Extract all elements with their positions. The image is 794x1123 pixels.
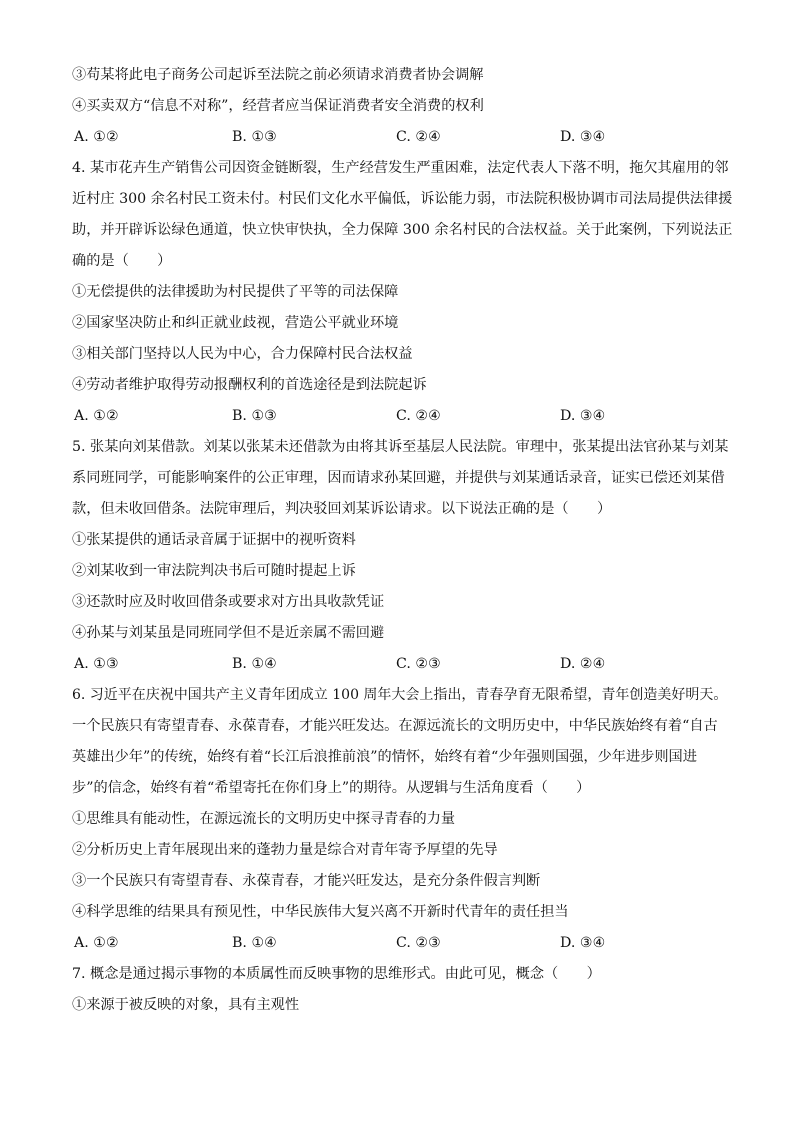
q4-choice-c: C. ②④ <box>396 408 441 424</box>
q4-stem-line-2: 近村庄 300 余名村民工资未付。村民们文化水平偏低，诉讼能力弱，市法院积极协调市司法局提供法律援 <box>72 191 733 207</box>
q4-option-4: ④劳动者维护取得劳动报酬权利的首选途径是到法院起诉 <box>72 377 427 393</box>
q6-stem-line-1: 6. 习近平在庆祝中国共产主义青年团成立 100 周年大会上指出，青春孕育无限希望，青年创造美好明天。 <box>72 687 728 703</box>
q5-choice-a: A. ①③ <box>74 656 119 672</box>
q4-stem-line-1: 4. 某市花卉生产销售公司因资金链断裂，生产经营发生严重困难，法定代表人下落不明，拖欠其雇用的邻 <box>72 160 729 176</box>
q5-stem-line-3: 款，但未收回借条。法院审理后，判决驳回刘某诉讼请求。以下说法正确的是（ ） <box>72 501 612 517</box>
q6-stem-line-4: 步”的信念，始终有着“希望寄托在你们身上”的期待。从逻辑与生活角度看（ ） <box>72 780 591 796</box>
q7-option-1: ①来源于被反映的对象，具有主观性 <box>72 997 300 1013</box>
q7-stem: 7. 概念是通过揭示事物的本质属性而反映事物的思维形式。由此可见，概念（ ） <box>72 966 601 982</box>
q6-choice-d: D. ③④ <box>560 935 606 951</box>
q4-option-2: ②国家坚决防止和纠正就业歧视，营造公平就业环境 <box>72 315 399 331</box>
q4-option-3: ③相关部门坚持以人民为中心，合力保障村民合法权益 <box>72 346 413 362</box>
q6-option-2: ②分析历史上青年展现出来的蓬勃力量是综合对青年寄予厚望的先导 <box>72 842 498 858</box>
q6-stem-line-3: 英雄出少年”的传统，始终有着“长江后浪推前浪”的情怀，始终有着“少年强则国强，少年进步则国进 <box>72 749 697 765</box>
q5-option-4: ④孙某与刘某虽是同班同学但不是近亲属不需回避 <box>72 625 385 641</box>
q3-choice-a: A. ①② <box>74 129 119 145</box>
q5-choice-c: C. ②③ <box>396 656 441 672</box>
q4-option-1: ①无偿提供的法律援助为村民提供了平等的司法保障 <box>72 284 399 300</box>
q5-option-2: ②刘某收到一审法院判决书后可随时提起上诉 <box>72 563 356 579</box>
exam-page <box>72 60 732 1021</box>
q3-option-4: ④买卖双方“信息不对称”，经营者应当保证消费者安全消费的权利 <box>72 98 484 114</box>
q3-choice-b: B. ①③ <box>232 129 277 145</box>
q4-stem-line-3: 助，并开辟诉讼绿色通道，快立快审快执，全力保障 300 余名村民的合法权益。关于此案例，下列说法正 <box>72 222 733 238</box>
q5-choice-b: B. ①④ <box>232 656 277 672</box>
q4-choice-a: A. ①② <box>74 408 119 424</box>
q3-choices <box>72 122 732 153</box>
q6-choice-c: C. ②③ <box>396 935 441 951</box>
q4-choice-b: B. ①③ <box>232 408 277 424</box>
q5-stem-line-1: 5. 张某向刘某借款。刘某以张某未还借款为由将其诉至基层人民法院。审理中，张某提出法官孙某与刘某 <box>72 439 729 455</box>
q3-choice-d: D. ③④ <box>560 129 606 145</box>
q3-option-3: ③苟某将此电子商务公司起诉至法院之前必须请求消费者协会调解 <box>72 67 484 83</box>
q5-option-3: ③还款时应及时收回借条或要求对方出具收款凭证 <box>72 594 385 610</box>
q6-option-4: ④科学思维的结果具有预见性，中华民族伟大复兴离不开新时代青年的责任担当 <box>72 904 569 920</box>
q4-choices <box>72 401 732 432</box>
q6-choices <box>72 928 732 959</box>
q5-choice-d: D. ②④ <box>560 656 606 672</box>
q5-stem-line-2: 系同班同学，可能影响案件的公正审理，因而请求孙某回避，并提供与刘某通话录音，证实已偿还刘某借 <box>72 470 725 486</box>
q6-option-3: ③一个民族只有寄望青春、永葆青春，才能兴旺发达，是充分条件假言判断 <box>72 873 541 889</box>
q6-option-1: ①思维具有能动性，在源远流长的文明历史中探寻青春的力量 <box>72 811 456 827</box>
q4-stem-line-4: 确的是（ ） <box>72 253 172 269</box>
q6-choice-b: B. ①④ <box>232 935 277 951</box>
q3-choice-c: C. ②④ <box>396 129 441 145</box>
q6-stem-line-2: 一个民族只有寄望青春、永葆青春，才能兴旺发达。在源远流长的文明历史中，中华民族始终有着“自古 <box>72 718 718 734</box>
q5-option-1: ①张某提供的通话录音属于证据中的视听资料 <box>72 532 356 548</box>
q6-choice-a: A. ①② <box>74 935 119 951</box>
q5-choices <box>72 649 732 680</box>
q4-choice-d: D. ③④ <box>560 408 606 424</box>
